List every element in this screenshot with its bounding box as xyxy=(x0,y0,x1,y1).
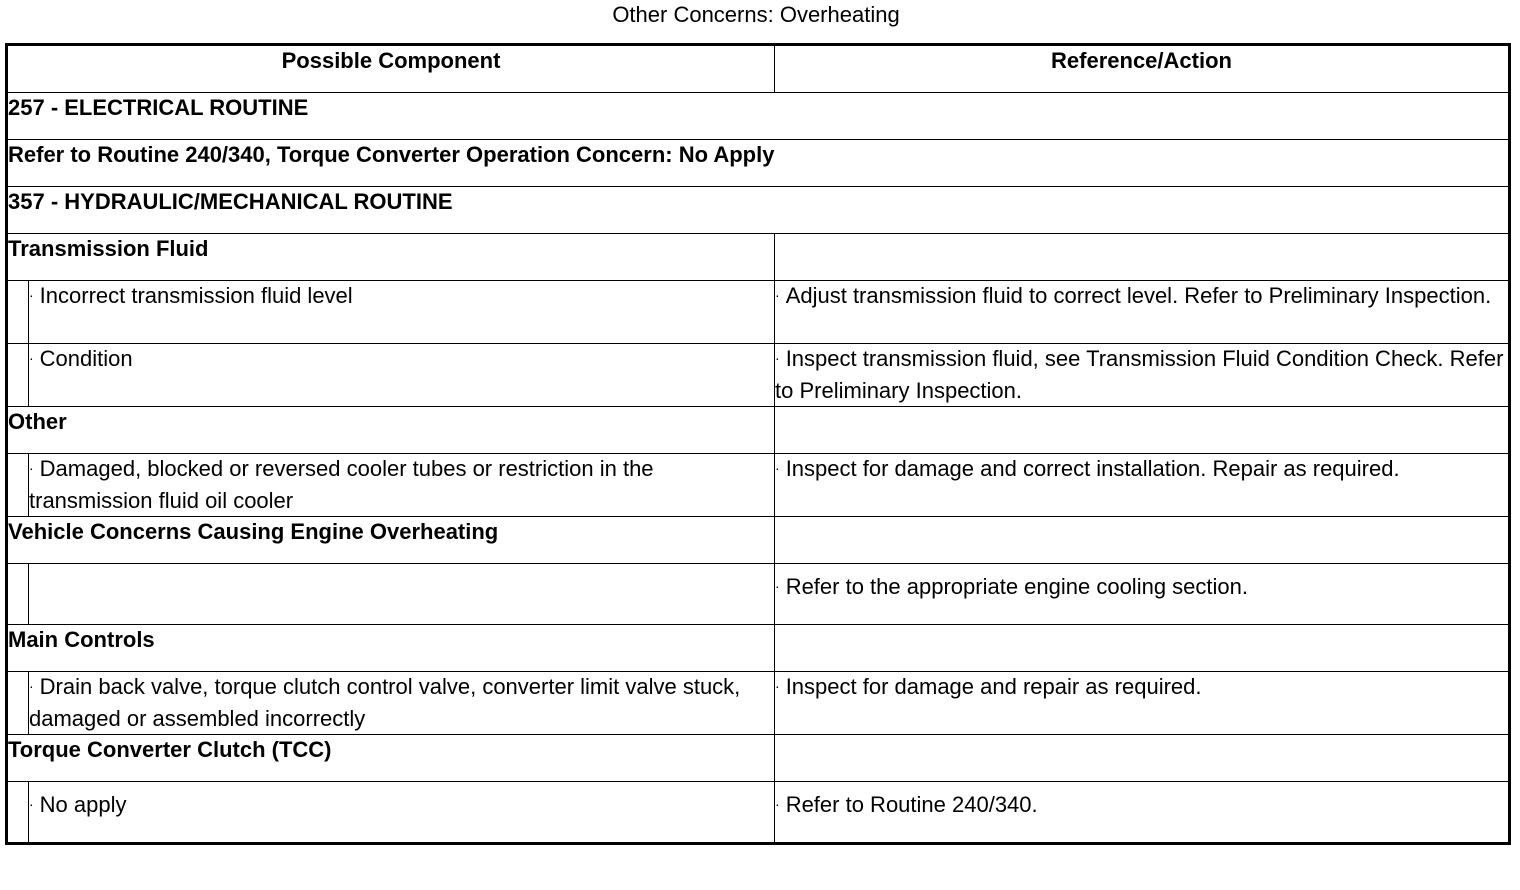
component-cell xyxy=(29,281,775,344)
bullet-icon: · xyxy=(775,796,780,812)
section-hydraulic: 357 - HYDRAULIC/MECHANICAL ROUTINE xyxy=(7,187,1510,234)
header-possible-component: Possible Component xyxy=(7,45,775,93)
bullet-icon: · xyxy=(29,460,34,476)
bullet-icon: · xyxy=(29,678,34,694)
bullet-icon: · xyxy=(775,578,780,594)
header-reference-action: Reference/Action xyxy=(775,45,1510,93)
component-cell xyxy=(29,782,775,844)
action-cell xyxy=(775,344,1510,407)
action-cell xyxy=(775,672,1510,735)
component-cell xyxy=(29,672,775,735)
empty-cell xyxy=(775,407,1510,454)
group-row xyxy=(7,625,1510,672)
empty-cell xyxy=(775,625,1510,672)
bullet-icon: · xyxy=(29,287,34,303)
action-cell xyxy=(775,281,1510,344)
group-transmission-fluid: Transmission Fluid xyxy=(7,234,775,281)
group-row xyxy=(7,735,1510,782)
table-row xyxy=(7,672,1510,735)
component-text: Incorrect transmission fluid level xyxy=(39,283,353,308)
component-text: Condition xyxy=(39,346,133,371)
empty-cell xyxy=(775,517,1510,564)
section-electrical-reference: Refer to Routine 240/340, Torque Converter Operation Concern: No Apply xyxy=(7,140,1510,187)
bullet-icon: · xyxy=(775,678,780,694)
action-cell xyxy=(775,454,1510,517)
component-text: Damaged, blocked or reversed cooler tubes or restriction in the transmission fluid oil cooler xyxy=(29,456,654,513)
table-row xyxy=(7,281,1510,344)
bullet-icon: · xyxy=(775,287,780,303)
action-text: Inspect for damage and correct installation. Repair as required. xyxy=(785,456,1400,481)
component-text: Drain back valve, torque clutch control valve, converter limit valve stuck, damaged or assembled incorrectly xyxy=(29,674,741,731)
component-cell xyxy=(29,564,775,625)
action-text: Adjust transmission fluid to correct level. Refer to Preliminary Inspection. xyxy=(785,283,1492,308)
indent-cell xyxy=(7,454,29,517)
section-electrical: 257 - ELECTRICAL ROUTINE xyxy=(7,93,1510,140)
action-text: Inspect transmission fluid, see Transmission Fluid Condition Check. Refer to Preliminary Inspection. xyxy=(775,346,1504,403)
group-other: Other xyxy=(7,407,775,454)
section-row xyxy=(7,93,1510,140)
table-row xyxy=(7,454,1510,517)
indent-cell xyxy=(7,782,29,844)
indent-cell xyxy=(7,564,29,625)
table-row xyxy=(7,344,1510,407)
page-title: Other Concerns: Overheating xyxy=(612,2,900,27)
empty-cell xyxy=(775,234,1510,281)
group-main-controls: Main Controls xyxy=(7,625,775,672)
action-text: Inspect for damage and repair as required. xyxy=(785,674,1202,699)
indent-cell xyxy=(7,672,29,735)
concerns-table xyxy=(5,43,1511,845)
bullet-icon: · xyxy=(29,796,34,812)
table-row xyxy=(7,564,1510,625)
bullet-icon: · xyxy=(775,350,780,366)
component-cell xyxy=(29,454,775,517)
indent-cell xyxy=(7,344,29,407)
action-cell xyxy=(775,782,1510,844)
action-cell xyxy=(775,564,1510,625)
group-row xyxy=(7,517,1510,564)
bullet-icon: · xyxy=(775,460,780,476)
group-row xyxy=(7,234,1510,281)
indent-cell xyxy=(7,281,29,344)
table-header-row xyxy=(7,45,1510,93)
group-tcc: Torque Converter Clutch (TCC) xyxy=(7,735,775,782)
empty-cell xyxy=(775,735,1510,782)
action-text: Refer to the appropriate engine cooling section. xyxy=(785,574,1248,599)
group-vehicle-concerns: Vehicle Concerns Causing Engine Overheating xyxy=(7,517,775,564)
group-row xyxy=(7,407,1510,454)
action-text: Refer to Routine 240/340. xyxy=(785,792,1038,817)
section-row xyxy=(7,140,1510,187)
bullet-icon: · xyxy=(29,350,34,366)
component-text: No apply xyxy=(39,792,127,817)
table-row xyxy=(7,782,1510,844)
section-row xyxy=(7,187,1510,234)
component-cell xyxy=(29,344,775,407)
